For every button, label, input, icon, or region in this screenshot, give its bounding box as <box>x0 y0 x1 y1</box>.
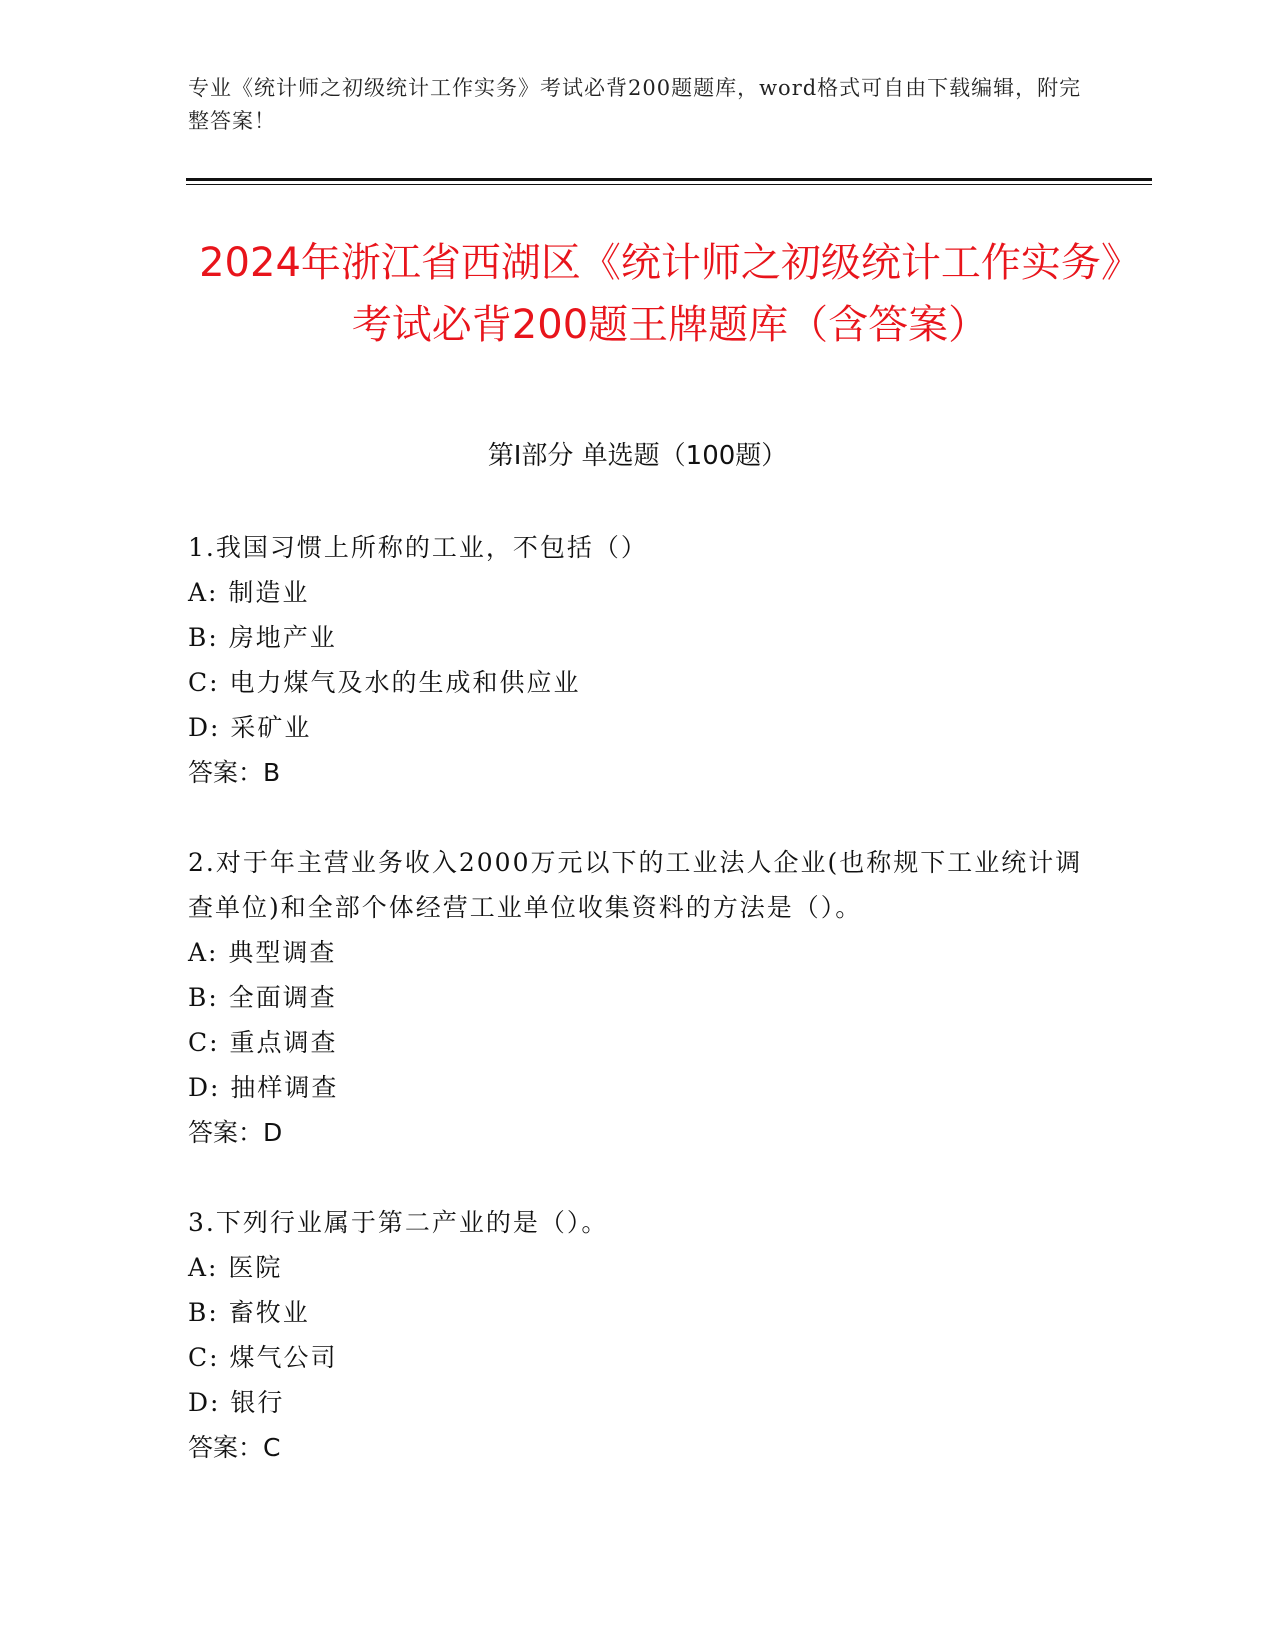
option-b: B: 房地产业 <box>188 623 337 652</box>
question-stem: 3.下列行业属于第二产业的是（）。 <box>188 1208 609 1237</box>
option-a: A: 医院 <box>188 1253 283 1282</box>
question-list <box>188 525 1088 1515</box>
question-3 <box>188 1200 1088 1470</box>
header-divider-thin <box>186 184 1152 185</box>
answer-line: 答案：B <box>188 758 281 787</box>
option-a: A: 制造业 <box>188 578 310 607</box>
option-c: C: 电力煤气及水的生成和供应业 <box>188 668 581 697</box>
option-b: B: 畜牧业 <box>188 1298 310 1327</box>
option-d: D: 采矿业 <box>188 713 312 742</box>
option-b: B: 全面调查 <box>188 983 337 1012</box>
option-a: A: 典型调查 <box>188 938 337 967</box>
option-d: D: 抽样调查 <box>188 1073 339 1102</box>
option-c: C: 煤气公司 <box>188 1343 338 1372</box>
answer-line: 答案：C <box>188 1433 281 1462</box>
option-c: C: 重点调查 <box>188 1028 338 1057</box>
header-note: 专业《统计师之初级统计工作实务》考试必背200题题库，word格式可自由下载编辑，附完整答案！ <box>188 76 1082 133</box>
document-title: 2024年浙江省西湖区《统计师之初级统计工作实务》考试必背200题王牌题库（含答案） <box>199 240 1141 348</box>
question-2 <box>188 840 1088 1155</box>
header-divider-thick <box>186 178 1152 181</box>
answer-line: 答案：D <box>188 1118 283 1147</box>
question-stem: 1.我国习惯上所称的工业，不包括（） <box>188 533 648 562</box>
option-d: D: 银行 <box>188 1388 285 1417</box>
question-1 <box>188 525 1088 795</box>
section-title: 第Ⅰ部分 单选题（100题） <box>487 441 788 471</box>
question-stem: 2.对于年主营业务收入2000万元以下的工业法人企业(也称规下工业统计调查单位)和全部个体经营工业单位收集资料的方法是（）。 <box>188 848 1083 922</box>
